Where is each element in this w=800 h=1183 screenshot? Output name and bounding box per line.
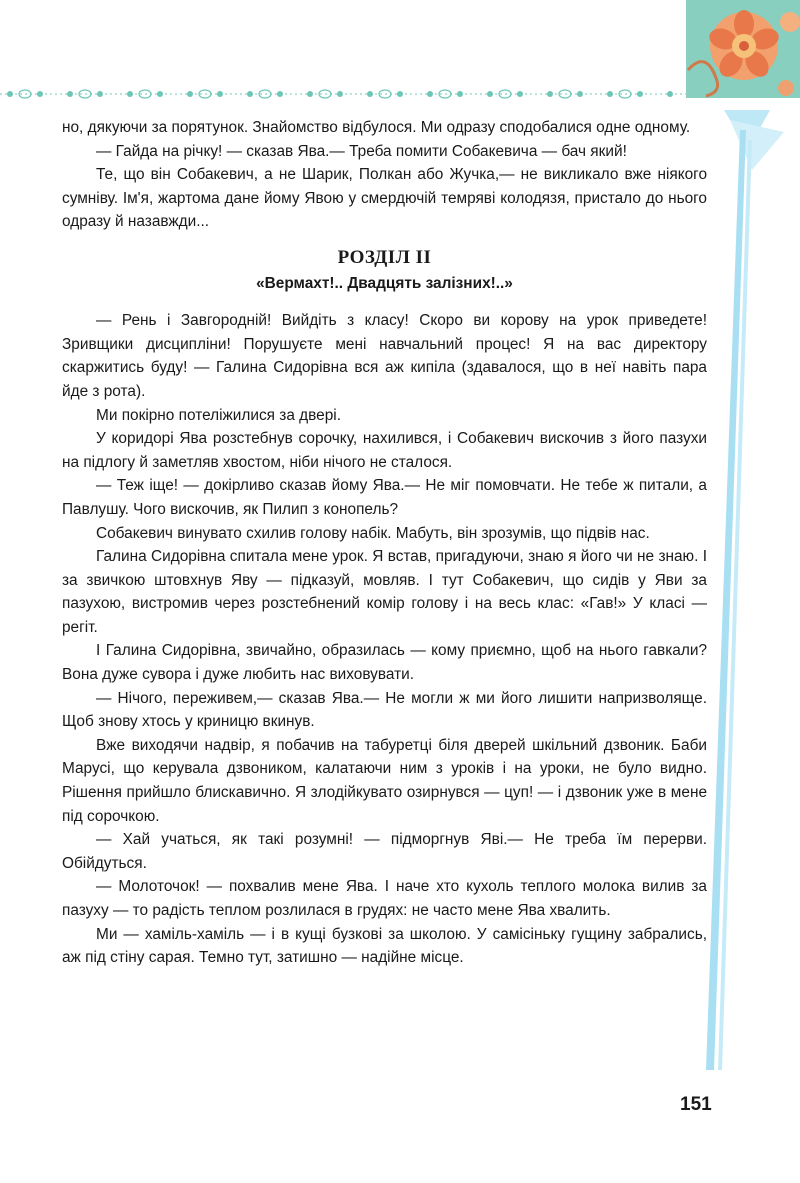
chapter-title: РОЗДІЛ II: [337, 246, 432, 268]
paragraph: Те, що він Собакевич, а не Шарик, Полкан або Жучка,— не викликало вже ніякого сумніву. Ім'я, жартома дане йому Явою у смердючій темряві колодязя, пристало до нього одразу й назавжди...: [62, 166, 707, 231]
ornament-divider-icon: [0, 82, 690, 106]
paragraph: Собакевич винувато схилив голову набік. Мабуть, він зрозумів, що підвів нас.: [96, 524, 650, 542]
chapter-subtitle: «Вермахт!.. Двадцять залізних!..»: [256, 274, 513, 292]
paragraph: — Теж іще! — докірливо сказав йому Ява.— Не міг помовчати. Не тебе ж питали, а Павлушу. Чого вискочив, як Пилип з конопель?: [62, 477, 707, 518]
paragraph: Вже виходячи надвір, я побачив на табуретці біля дверей шкільний дзвоник. Баби Марусі, що керувала дзвоником, калатаючи ним з уроків і на уроки, не було видно. Рішення прийшло блискавично. Я злодійкувато озирнувся — цуп! — і дзвоник уже в мене під сорочкою.: [62, 736, 707, 825]
paragraph: І Галина Сидорівна, звичайно, образилась — кому приємно, щоб на нього гавкали? Вона дуже сувора і дуже любить нас виховувати.: [62, 642, 707, 684]
paragraph: Ми — хаміль-хаміль — і в кущі бузкові за школою. У самісіньку гущину забрались, аж під стіну сарая. Темно тут, затишно — надійне місце.: [62, 925, 707, 967]
paragraph: — Молоточок! — похвалив мене Ява. І наче хто кухоль теплого молока вилив за пазуху — то радість теплом розлилася в грудях: не часто мене Ява хвалить.: [62, 878, 707, 919]
ribbon-decoration-icon: [700, 110, 800, 1090]
paragraph: — Хай учаться, як такі розумні! — підморгнув Яві.— Не треба їм перерви. Обійдуться.: [62, 831, 707, 872]
body-text: [62, 116, 707, 970]
paragraph: Галина Сидорівна спитала мене урок. Я встав, пригадуючи, знаю я його чи не знаю. І за звичкою штовхнув Яву — підказуй, мовляв. І тут Собакевич, що сидів у Яви за пазухою, вистромив через розстебнений комір голову і на весь клас: «Гав!» У класі — регіт.: [62, 548, 707, 636]
paragraph: — Рень і Завгородній! Вийдіть з класу! Скоро ви корову на урок приведете! Зривщики дисципліни! Порушуєте мені навчальний процес! Я на вас директору скаржитись буду! — Галина Сидорівна вся аж кипіла (здавалося, що в неї навіть пара йде з рота).: [62, 312, 707, 400]
paragraph: Ми покірно потеліжилися за двері.: [96, 406, 341, 424]
paragraph: У коридорі Ява розстебнув сорочку, нахилився, і Собакевич вискочив з його пазухи на підлогу й заметляв хвостом, ніби нічого не сталося.: [62, 430, 707, 471]
paragraph: но, дякуючи за порятунок. Знайомство відбулося. Ми одразу сподобалися одне одному.: [62, 119, 691, 136]
paragraph: — Гайда на річку! — сказав Ява.— Треба помити Собакевича — бач який!: [96, 142, 627, 160]
paragraph: — Нічого, переживем,— сказав Ява.— Не могли ж ми його лишити напризволяще. Щоб знову хтось у криницю вкинув.: [62, 689, 707, 731]
flower-corner-icon: [686, 0, 800, 98]
page-number: 151: [680, 1094, 712, 1115]
